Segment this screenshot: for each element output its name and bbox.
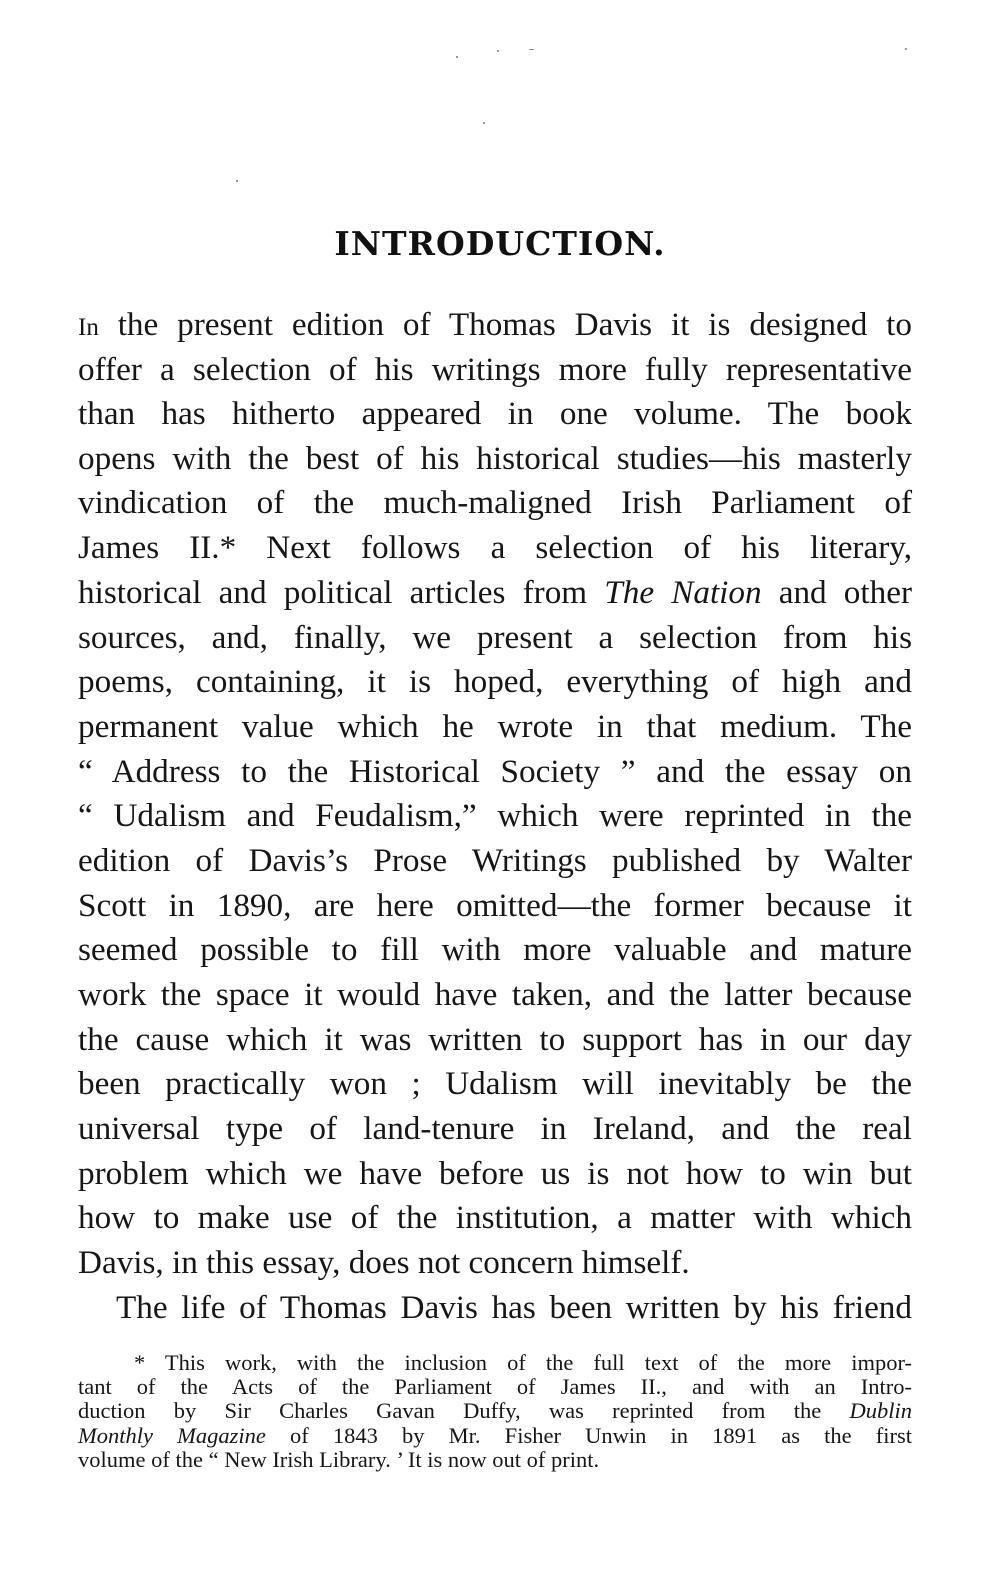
text-line: James II.* Next follows a selection of his literary, [78, 529, 912, 566]
text-line: “ Udalism and Feudalism,” which were reprinted in the [78, 797, 912, 834]
text-line: seemed possible to fill with more valuable and mature [78, 931, 912, 968]
text-line: opens with the best of his historical studies—his masterly [78, 440, 912, 477]
chapter-heading: INTRODUCTION. [334, 224, 666, 263]
footnote-line: duction by Sir Charles Gavan Duffy, was reprinted from the Dublin [78, 1398, 912, 1423]
text-line: permanent value which he wrote in that medium. The [78, 708, 912, 745]
text-line: work the space it would have taken, and the latter because [78, 976, 912, 1013]
speck [483, 122, 485, 124]
text-line: how to make use of the institution, a matter with which [78, 1199, 912, 1236]
text-line: problem which we have before us is not how to win but [78, 1155, 912, 1192]
publication-title: Monthly Magazine [78, 1423, 266, 1448]
text-line: vindication of the much-maligned Irish Parliament of [78, 484, 912, 521]
text-line: historical and political articles from The Nation and other [78, 574, 912, 611]
speck [529, 49, 534, 50]
publication-title: The Nation [604, 574, 762, 611]
text-line: The life of Thomas Davis has been written by his friend [116, 1289, 912, 1326]
publication-title: Dublin [849, 1398, 912, 1423]
speck [236, 180, 238, 182]
text-line: In the present edition of Thomas Davis it is designed to [78, 306, 912, 343]
text-line: offer a selection of his writings more fully representative [78, 351, 912, 388]
footnote-line: * This work, with the inclusion of the full text of the more impor- [134, 1350, 912, 1375]
text-line: than has hitherto appeared in one volume. The book [78, 395, 912, 432]
footnote-line: Monthly Magazine of 1843 by Mr. Fisher Unwin in 1891 as the first [78, 1423, 912, 1448]
speck [456, 56, 458, 58]
footnote-line: volume of the “ New Irish Library. ’ It is now out of print. [78, 1447, 600, 1472]
text-line: been practically won ; Udalism will inevitably be the [78, 1065, 912, 1102]
text-line: universal type of land-tenure in Ireland, and the real [78, 1110, 912, 1147]
text-line: Davis, in this essay, does not concern himself. [78, 1244, 690, 1281]
text-line: the cause which it was written to support has in our day [78, 1021, 912, 1058]
speck [905, 48, 907, 50]
text-line: Scott in 1890, are here omitted—the former because it [78, 887, 912, 924]
drop-cap: In [78, 314, 99, 341]
text-line: edition of Davis’s Prose Writings published by Walter [78, 842, 912, 879]
text-line: “ Address to the Historical Society ” and the essay on [78, 753, 912, 790]
text-line: poems, containing, it is hoped, everything of high and [78, 663, 912, 700]
text-line: sources, and, finally, we present a selection from his [78, 619, 912, 656]
footnote-line: tant of the Acts of the Parliament of James II., and with an Intro- [78, 1374, 912, 1399]
speck [497, 50, 499, 52]
